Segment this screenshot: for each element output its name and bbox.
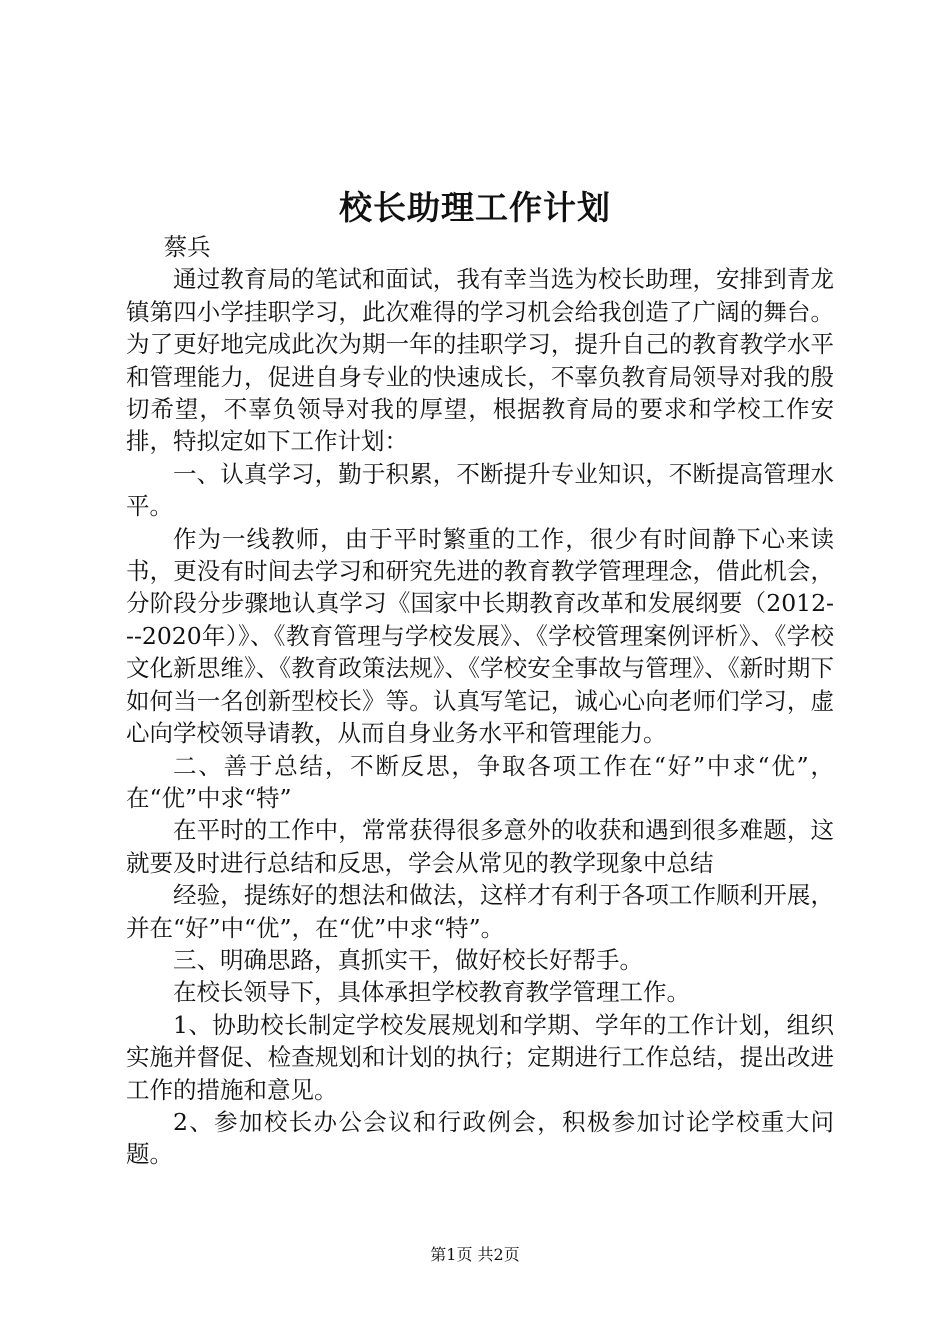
list-item-duty-1: 1、协助校长制定学校发展规划和学期、学年的工作计划，组织实施并督促、检查规划和计划的执行；定期进行工作总结，提出改进工作的措施和意见。: [126, 1010, 834, 1104]
section-heading-1: 一、认真学习，勤于积累，不断提升专业知识，不断提高管理水平。: [126, 459, 834, 521]
paragraph-intro: 通过教育局的笔试和面试，我有幸当选为校长助理，安排到青龙镇第四小学挂职学习，此次难得的学习机会给我创造了广阔的舞台。为了更好地完成此次为期一年的挂职学习，提升自己的教育教学水平和管理能力，促进自身专业的快速成长，不辜负教育局领导对我的殷切希望，不辜负领导对我的厚望，根据教育局的要求和学校工作安排，特拟定如下工作计划：: [126, 265, 834, 456]
paragraph-duty-intro: 在校长领导下，具体承担学校教育教学管理工作。: [173, 978, 690, 1007]
section-heading-2: 二、善于总结，不断反思，争取各项工作在“好”中求“优”，在“优”中求“特”: [126, 751, 834, 812]
author-name: 蔡兵: [163, 233, 211, 261]
document-body: [126, 231, 834, 1171]
page-footer: 第1页 共2页: [430, 1245, 520, 1264]
list-item-duty-2: 2、参加校长办公会议和行政例会，积极参加讨论学校重大问题。: [126, 1107, 834, 1169]
section-heading-3: 三、明确思路，真抓实干，做好校长好帮手。: [173, 945, 643, 974]
document-title: 校长助理工作计划: [339, 188, 611, 227]
paragraph-study: 作为一线教师，由于平时繁重的工作，很少有时间静下心来读书，更没有时间去学习和研究先进的教育教学管理理念，借此机会，分阶段分步骤地认真学习《国家中长期教育改革和发展纲要（2012---2020年）》、《教育管理与学校发展》、《学校管理案例评析》、《学校文化新思维》、《教育政策法规》、《学校安全事故与管理》、《新时期下如何当一名创新型校长》等。认真写笔记，诚心心向老师们学习，虚心向学校领导请教，从而自身业务水平和管理能力。: [126, 524, 834, 748]
paragraph-reflection: 在平时的工作中，常常获得很多意外的收获和遇到很多难题，这就要及时进行总结和反思，学会从常见的教学现象中总结: [126, 816, 834, 877]
paragraph-experience: 经验，提练好的想法和做法，这样才有利于各项工作顺利开展，并在“好”中“优”，在“优”中求“特”。: [126, 881, 834, 942]
